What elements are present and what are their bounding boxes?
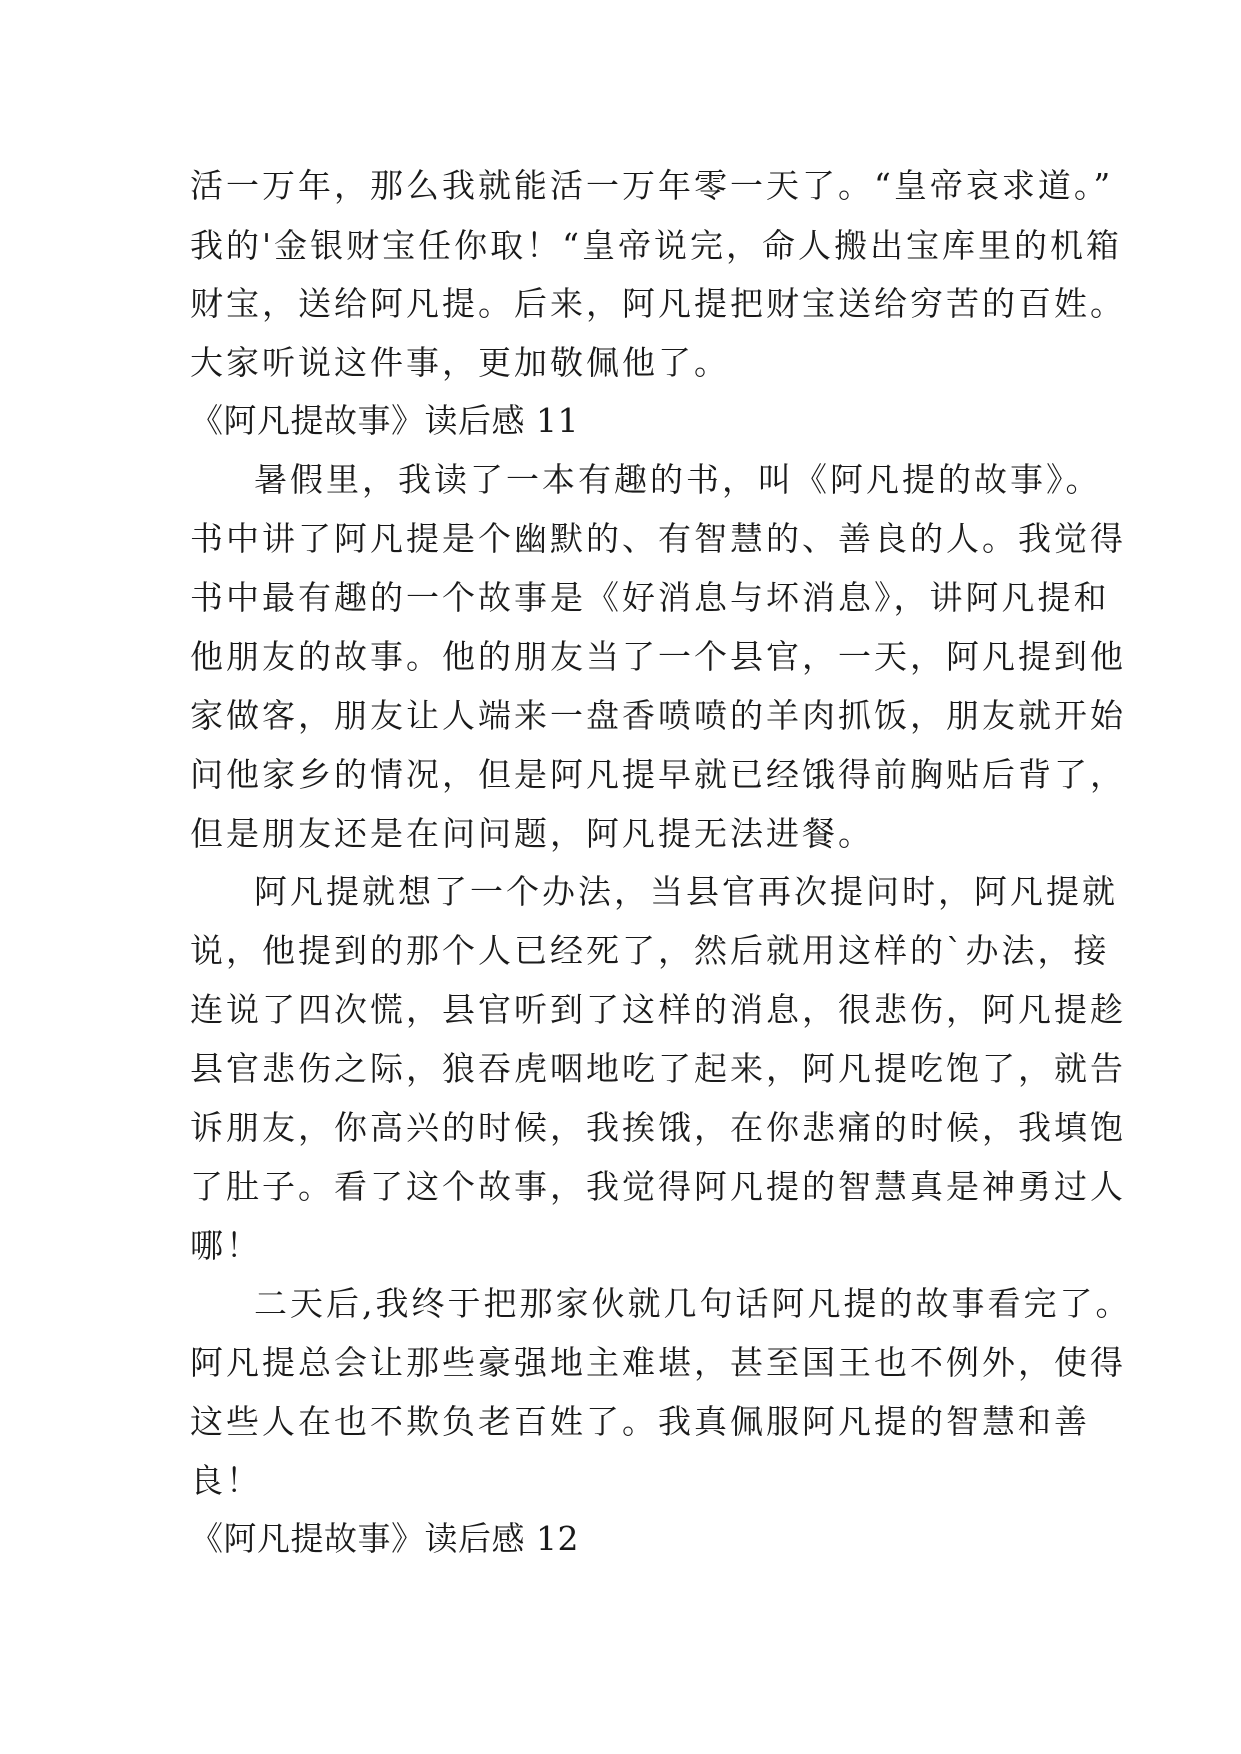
text-line: 了肚子。看了这个故事，我觉得阿凡提的智慧真是神勇过人 xyxy=(190,1167,1126,1206)
text-line: 他朋友的故事。他的朋友当了一个县官，一天，阿凡提到他 xyxy=(190,637,1126,676)
text-line: 阿凡提就想了一个办法，当县官再次提问时，阿凡提就 xyxy=(254,872,1118,911)
text-line: 书中最有趣的一个故事是《好消息与坏消息》，讲阿凡提和 xyxy=(190,578,1110,617)
text-line: 但是朋友还是在问问题，阿凡提无法进餐。 xyxy=(190,814,874,853)
section-heading: 《阿凡提故事》读后感 12 xyxy=(190,1519,579,1558)
text-line: 连说了四次慌，县官听到了这样的消息，很悲伤，阿凡提趁 xyxy=(190,990,1126,1029)
text-line: 书中讲了阿凡提是个幽默的、有智慧的、善良的人。我觉得 xyxy=(190,519,1126,558)
section-heading: 《阿凡提故事》读后感 11 xyxy=(190,401,579,440)
text-line: 诉朋友，你高兴的时候，我挨饿，在你悲痛的时候，我填饱 xyxy=(190,1108,1126,1147)
text-line: 大家听说这件事，更加敬佩他了。 xyxy=(190,343,730,382)
text-line: 哪！ xyxy=(190,1226,262,1265)
text-line: 我的'金银财宝任你取！“皇帝说完，命人搬出宝库里的机箱 xyxy=(190,226,1122,265)
text-line: 这些人在也不欺负老百姓了。我真佩服阿凡提的智慧和善 xyxy=(190,1402,1090,1441)
text-line: 县官悲伤之际，狼吞虎咽地吃了起来，阿凡提吃饱了，就告 xyxy=(190,1049,1126,1088)
text-line: 财宝，送给阿凡提。后来，阿凡提把财宝送给穷苦的百姓。 xyxy=(190,284,1126,323)
text-line: 问他家乡的情况，但是阿凡提早就已经饿得前胸贴后背了， xyxy=(190,755,1126,794)
text-line: 活一万年，那么我就能活一万年零一天了。“皇帝哀求道。” xyxy=(190,166,1114,205)
text-line: 阿凡提总会让那些豪强地主难堪，甚至国王也不例外，使得 xyxy=(190,1343,1126,1382)
text-line: 家做客，朋友让人端来一盘香喷喷的羊肉抓饭，朋友就开始 xyxy=(190,696,1126,735)
text-line: 暑假里，我读了一本有趣的书，叫《阿凡提的故事》。 xyxy=(254,460,1102,499)
text-line: 说，他提到的那个人已经死了，然后就用这样的`办法，接 xyxy=(190,931,1110,970)
text-line: 良！ xyxy=(190,1461,262,1500)
text-line: 二天后,我终于把那家伙就几句话阿凡提的故事看完了。 xyxy=(254,1284,1132,1323)
